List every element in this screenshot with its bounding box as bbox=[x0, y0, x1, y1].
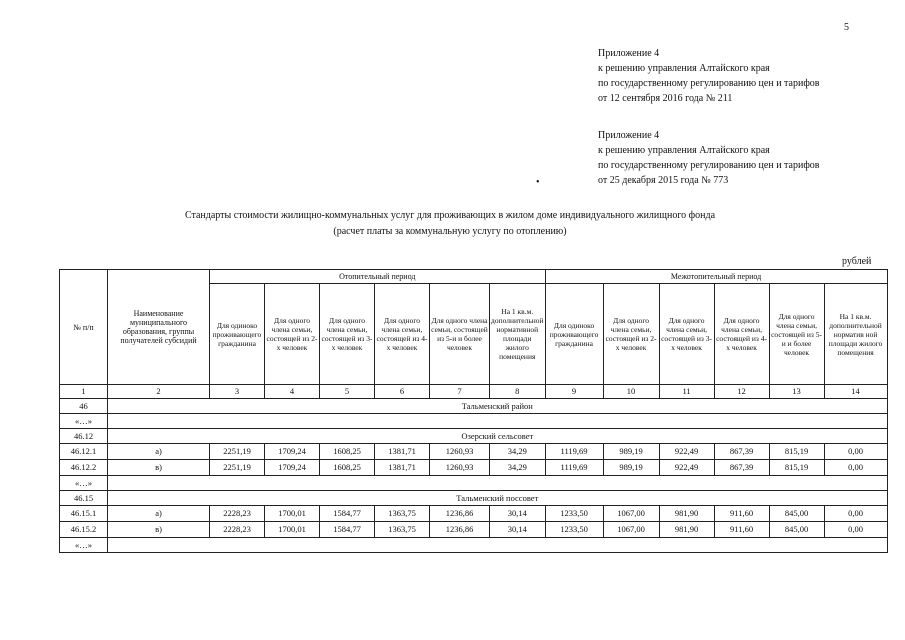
value-cell: 1260,93 bbox=[430, 444, 490, 460]
value-cell: 989,19 bbox=[603, 444, 659, 460]
value-cell: 911,60 bbox=[714, 522, 769, 538]
row-group: а) bbox=[108, 506, 210, 522]
value-cell: 1700,01 bbox=[265, 522, 320, 538]
value-cell: 1709,24 bbox=[265, 460, 320, 476]
value-cell: 1260,93 bbox=[430, 460, 490, 476]
units-label: рублей bbox=[842, 256, 872, 267]
value-cell: 922,49 bbox=[659, 444, 714, 460]
row-group: а) bbox=[108, 444, 210, 460]
value-cell: 989,19 bbox=[603, 460, 659, 476]
value-cell: 1233,50 bbox=[545, 506, 603, 522]
row-code: 46.15 bbox=[60, 491, 108, 506]
value-cell: 1236,86 bbox=[430, 506, 490, 522]
column-index: 14 bbox=[824, 385, 887, 399]
section-row bbox=[60, 399, 888, 414]
section-row bbox=[60, 429, 888, 444]
document-title: Стандарты стоимости жилищно-коммунальных услуг для проживающих в жилом доме индивидуального жилищного фонда bbox=[184, 210, 716, 221]
value-cell: 845,00 bbox=[769, 506, 824, 522]
value-cell: 815,19 bbox=[769, 460, 824, 476]
header-nonheating-family5: Для одного члена семьи, состоящей из 5-и и более человек bbox=[769, 284, 824, 385]
header-nonheating-family3: Для одного члена семьи, состоящей из 3-х человек bbox=[659, 284, 714, 385]
header-nonheating-period: Межотопительный период bbox=[545, 270, 887, 284]
omission-spacer bbox=[108, 476, 888, 491]
header-heating-period: Отопительный период bbox=[210, 270, 546, 284]
column-index: 5 bbox=[320, 385, 375, 399]
value-cell: 1236,86 bbox=[430, 522, 490, 538]
value-cell: 2228,23 bbox=[210, 522, 265, 538]
value-cell: 1119,69 bbox=[545, 460, 603, 476]
value-cell: 30,14 bbox=[490, 522, 546, 538]
appendix-label: Приложение 4 bbox=[598, 48, 660, 59]
value-cell: 2251,19 bbox=[210, 444, 265, 460]
value-cell: 1608,25 bbox=[320, 444, 375, 460]
row-code: 46.12.1 bbox=[60, 444, 108, 460]
section-row bbox=[60, 491, 888, 506]
value-cell: 1584,77 bbox=[320, 522, 375, 538]
value-cell: 0,00 bbox=[824, 444, 887, 460]
value-cell: 1709,24 bbox=[265, 444, 320, 460]
header-number: № п/п bbox=[60, 270, 108, 385]
value-cell: 1363,75 bbox=[375, 522, 430, 538]
value-cell: 2228,23 bbox=[210, 506, 265, 522]
page-number: 5 bbox=[844, 22, 849, 33]
header-nonheating-per-sqm: На 1 кв.м. дополнительной норматив ной площади жилого помещения bbox=[824, 284, 887, 385]
row-code: 46.12 bbox=[60, 429, 108, 444]
column-index: 7 bbox=[430, 385, 490, 399]
header-heating-family2: Для одного члена семьи, состоящей из 2-х человек bbox=[265, 284, 320, 385]
table-row bbox=[60, 460, 888, 476]
appendix-authority: к решению управления Алтайского края bbox=[598, 63, 770, 74]
table-row bbox=[60, 444, 888, 460]
appendix-date: от 12 сентября 2016 года № 211 bbox=[598, 93, 733, 104]
column-index: 12 bbox=[714, 385, 769, 399]
header-name: Наименование муниципального образования, группы получателей субсидий bbox=[108, 270, 210, 385]
value-cell: 34,29 bbox=[490, 444, 546, 460]
section-name: Тальменский поссовет bbox=[108, 491, 888, 506]
omission-row bbox=[60, 476, 888, 491]
header-heating-family5: Для одного члена семьи, состоящей из 5-и и более человек bbox=[430, 284, 490, 385]
section-name: Озерский сельсовет bbox=[108, 429, 888, 444]
table-row bbox=[60, 506, 888, 522]
appendix-label: Приложение 4 bbox=[598, 130, 660, 141]
omission-row bbox=[60, 538, 888, 553]
value-cell: 867,39 bbox=[714, 460, 769, 476]
value-cell: 1067,00 bbox=[603, 522, 659, 538]
header-heating-family3: Для одного члена семьи, состоящей из 3-х человек bbox=[320, 284, 375, 385]
value-cell: 1233,50 bbox=[545, 522, 603, 538]
value-cell: 815,19 bbox=[769, 444, 824, 460]
value-cell: 845,00 bbox=[769, 522, 824, 538]
value-cell: 30,14 bbox=[490, 506, 546, 522]
appendix-authority-dept: по государственному регулированию цен и тарифов bbox=[598, 78, 820, 89]
value-cell: 911,60 bbox=[714, 506, 769, 522]
column-index: 11 bbox=[659, 385, 714, 399]
section-name: Тальменский район bbox=[108, 399, 888, 414]
column-index: 1 bbox=[60, 385, 108, 399]
omission-spacer bbox=[108, 414, 888, 429]
value-cell: 1700,01 bbox=[265, 506, 320, 522]
value-cell: 1608,25 bbox=[320, 460, 375, 476]
value-cell: 0,00 bbox=[824, 460, 887, 476]
row-code: 46.15.1 bbox=[60, 506, 108, 522]
column-index: 2 bbox=[108, 385, 210, 399]
header-heating-per-sqm: На 1 кв.м. дополнительной нормативной площади жилого помещения bbox=[490, 284, 546, 385]
header-nonheating-family4: Для одного члена семьи, состоящей из 4-х человек bbox=[714, 284, 769, 385]
value-cell: 1119,69 bbox=[545, 444, 603, 460]
appendix-authority: к решению управления Алтайского края bbox=[598, 145, 770, 156]
value-cell: 1067,00 bbox=[603, 506, 659, 522]
column-index: 8 bbox=[490, 385, 546, 399]
value-cell: 0,00 bbox=[824, 506, 887, 522]
value-cell: 981,90 bbox=[659, 506, 714, 522]
stray-mark: • bbox=[536, 177, 540, 188]
omission-mark: «…» bbox=[60, 414, 108, 429]
row-group: в) bbox=[108, 460, 210, 476]
omission-mark: «…» bbox=[60, 476, 108, 491]
value-cell: 2251,19 bbox=[210, 460, 265, 476]
appendix-header-current bbox=[598, 46, 820, 106]
header-heating-single: Для одиноко проживающего гражданина bbox=[210, 284, 265, 385]
value-cell: 922,49 bbox=[659, 460, 714, 476]
column-index: 9 bbox=[545, 385, 603, 399]
column-index-row bbox=[60, 385, 888, 399]
appendix-authority-dept: по государственному регулированию цен и тарифов bbox=[598, 160, 820, 171]
document-subtitle: (расчет платы за коммунальную услугу по отоплению) bbox=[333, 226, 567, 237]
row-code: 46.12.2 bbox=[60, 460, 108, 476]
column-index: 6 bbox=[375, 385, 430, 399]
value-cell: 34,29 bbox=[490, 460, 546, 476]
row-code: 46 bbox=[60, 399, 108, 414]
appendix-header-original bbox=[598, 128, 820, 188]
value-cell: 1381,71 bbox=[375, 444, 430, 460]
header-heating-family4: Для одного члена семьи, состоящей из 4-х человек bbox=[375, 284, 430, 385]
row-group: в) bbox=[108, 522, 210, 538]
column-index: 13 bbox=[769, 385, 824, 399]
value-cell: 1584,77 bbox=[320, 506, 375, 522]
omission-mark: «…» bbox=[60, 538, 108, 553]
column-index: 10 bbox=[603, 385, 659, 399]
value-cell: 867,39 bbox=[714, 444, 769, 460]
table-row bbox=[60, 522, 888, 538]
value-cell: 1381,71 bbox=[375, 460, 430, 476]
column-index: 3 bbox=[210, 385, 265, 399]
value-cell: 0,00 bbox=[824, 522, 887, 538]
tariff-table bbox=[59, 269, 888, 553]
value-cell: 981,90 bbox=[659, 522, 714, 538]
appendix-date: от 25 декабря 2015 года № 773 bbox=[598, 175, 729, 186]
column-index: 4 bbox=[265, 385, 320, 399]
header-nonheating-family2: Для одного члена семьи, состоящей из 2-х человек bbox=[603, 284, 659, 385]
row-code: 46.15.2 bbox=[60, 522, 108, 538]
header-nonheating-single: Для одиноко проживающего гражданина bbox=[545, 284, 603, 385]
omission-spacer bbox=[108, 538, 888, 553]
omission-row bbox=[60, 414, 888, 429]
value-cell: 1363,75 bbox=[375, 506, 430, 522]
